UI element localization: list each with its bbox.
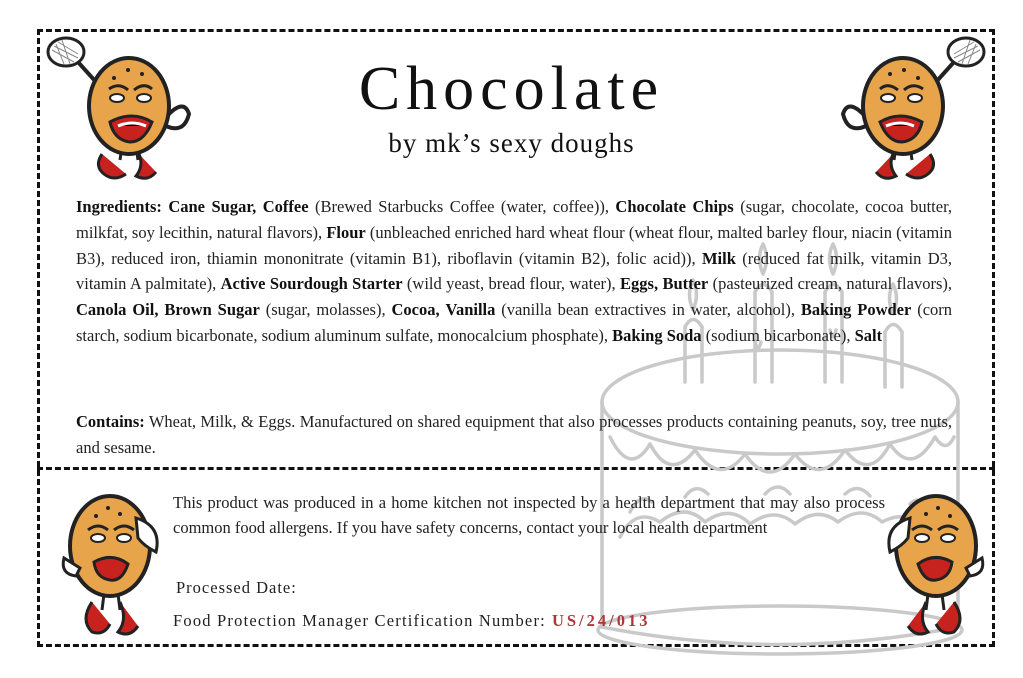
ingredient-name: Canola Oil, [76, 300, 159, 320]
ingredient-name: Eggs, [620, 274, 659, 294]
home-kitchen-disclaimer: This product was produced in a home kitchen not inspected by a health department that may also process common food allergens. If you have safety concerns, contact your local health department [173, 493, 885, 537]
ingredient-detail: (sugar, chocolate, cocoa butter, milkfat, soy lecithin, natural flavors), [76, 197, 953, 242]
ingredient-detail: (unbleached enriched hard wheat flour (wheat flour, malted barley flour, niacin (vitamin B3), reduced iron, thiamin mononitrate (vitamin B1), riboflavin (vitamin B2), folic acid)), [76, 222, 953, 268]
allergen-text: Wheat, Milk, & Eggs. Manufactured on shared equipment that also processes products containing peanuts, soy, tree nuts, and sesame. [76, 412, 952, 457]
ingredient-name: Cocoa, [391, 300, 440, 320]
certification-label: Food Protection Manager Certification Number: [173, 611, 546, 630]
ingredients-paragraph [76, 194, 952, 349]
allergen-statement [76, 409, 952, 461]
product-title: Chocolate [358, 55, 665, 123]
ingredient-name: Milk [701, 248, 736, 268]
ingredient-name: Butter [662, 274, 709, 294]
ingredient-detail: (pasteurized cream, natural flavors), [708, 274, 952, 294]
ingredient-detail: (sugar, molasses), [259, 300, 386, 320]
certification-line [173, 611, 650, 631]
ingredient-detail: (sodium bicarbonate), [701, 325, 851, 345]
ingredient-detail: (wild yeast, bread flour, water), [402, 274, 616, 294]
cookie-mascot-phone-icon [58, 490, 168, 638]
certification-number: US/24/013 [551, 611, 651, 630]
ingredient-name: Active Sourdough Starter [220, 274, 403, 294]
ingredient-name: Chocolate Chips [615, 197, 734, 216]
cookie-mascot-phone-icon [878, 490, 988, 638]
contains-label: Contains: [76, 412, 145, 431]
ingredient-name: Vanilla [445, 300, 496, 320]
ingredient-name: Cane Sugar, [168, 197, 257, 216]
brand-subtitle: by mk’s sexy doughs [388, 128, 635, 158]
ingredient-name: Baking Powder [800, 300, 912, 320]
ingredients-label: Ingredients: [76, 197, 162, 216]
processed-date-label: Processed Date: [176, 578, 297, 597]
ingredient-name: Brown Sugar [164, 300, 260, 320]
ingredient-name: Salt [854, 325, 883, 345]
ingredient-name: Coffee [262, 197, 309, 216]
ingredient-name: Baking Soda [612, 325, 702, 345]
ingredient-detail: (corn starch, sodium bicarbonate, sodium aluminum sulfate, monocalcium phosphate), [76, 300, 953, 345]
ingredient-detail: (vanilla bean extractives in water, alcohol), [495, 300, 795, 320]
ingredient-name: Flour [326, 222, 366, 242]
ingredient-list [76, 197, 952, 345]
ingredient-detail: (Brewed Starbucks Coffee (water, coffee)), [308, 197, 609, 216]
ingredient-detail: (reduced fat milk, vitamin D3, vitamin A palmitate), [76, 248, 953, 294]
